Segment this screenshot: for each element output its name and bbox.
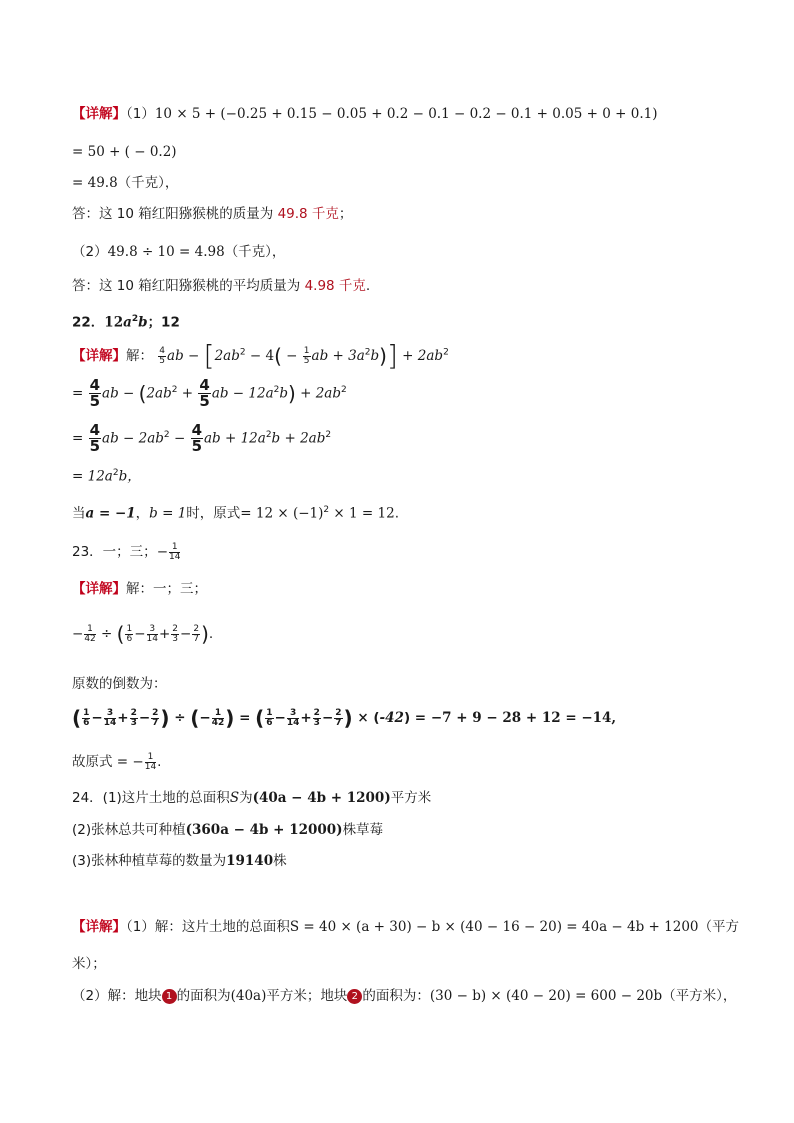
circled-number-2: 2 — [347, 989, 362, 1004]
q21-line-3: = 49.8（千克）， — [72, 175, 179, 191]
detail-tag: 【详解】 — [72, 106, 126, 122]
q23-line-5: 故原式 = − $\frac{1}{14}$ . — [72, 751, 162, 772]
q21-line-1: 【详解】（1）10 × 5 + (−0.25 + 0.15 − 0.05 + 0.2 − 0.1 − 0.2 − 0.1 + 0.05 + 0 + 0.1) — [72, 106, 658, 122]
q24-detail-2: 米）； — [72, 956, 106, 972]
q21-answer-2: 答：这 10 箱红阳猕猴桃的平均质量为 4.98 千克. — [72, 278, 371, 294]
q22-line-2: = $\frac{4}{5}$ ab − ($2ab^2$ + $\frac{4}{5}$ ab − $12a^2b) + 2ab^2$ — [72, 376, 347, 410]
q23-line-2: − $\frac{1}{42}$ ÷ ( $\frac{1}{6}$ − $\frac{3}{14}$ + $\frac{2}{3}$ − $\frac{2}{7}$ ). — [72, 622, 214, 646]
q22-line-4: = $12a^2b$， — [72, 468, 141, 485]
q22-line-3: = $\frac{4}{5}$ ab − $2ab^2$ − $\frac{4}{5}$ ab + $12a^2b + 2ab^2$ — [72, 421, 332, 455]
q23-line-3: 原数的倒数为： — [72, 676, 167, 692]
q24-answer-2: (2)张林总共可种植(360a − 4b + 12000)株草莓 — [72, 822, 384, 838]
q23-line-1: 【详解】解：一；三； — [72, 581, 207, 597]
q24-detail-3: （2）解：地块 1 的面积为(40a)平方米；地块 2 的面积为：(30 − b) × (40 − 20) = 600 − 20b（平方米）， — [72, 988, 737, 1004]
q24-answer-3: (3)张林种植草莓的数量为19140株 — [72, 853, 287, 869]
q22-header: 22．$12a^2b$；12 — [72, 314, 180, 331]
fraction: $\frac{4}{5}$ — [159, 345, 166, 366]
q24-answer-1: 24．(1)这片土地的总面积S为(40a − 4b + 1200)平方米 — [72, 790, 432, 806]
q22-line-5: 当a = −1，b = 1时，原式= $12 \times (-1)^2 \times 1 = 12$. — [72, 505, 399, 522]
q23-line-4: ( $\frac{1}{6}$ − $\frac{3}{14}$ + $\frac{2}{3}$ − $\frac{2}{7}$ ) ÷ (− $\frac{1}{42}$ ) = ( $\frac{1}{6}$ − $\frac{3}{14}$ + $\frac{2}{3}$ − $\frac{2}{7}$ ) × (-42) = −7 + 9 − 28 + 12 = −14, — [72, 706, 617, 730]
circled-number-1: 1 — [162, 989, 177, 1004]
q22-line-1: 【详解】解： $\frac{4}{5}$ ab − [$2ab^2 - 4$( − $\frac{1}{5}$ ab + $3a^2b)] + 2ab^2$ — [72, 339, 449, 372]
q21-answer-1: 答：这 10 箱红阳猕猴桃的质量为 49.8 千克； — [72, 206, 353, 222]
q24-detail-1: 【详解】（1）解：这片土地的总面积S = 40 × (a + 30) − b × (40 − 16 − 20) = 40a − 4b + 1200（平方 — [72, 919, 739, 935]
q21-line-2: = 50 + ( − 0.2) — [72, 144, 177, 160]
q21-line-5: （2）49.8 ÷ 10 = 4.98（千克）， — [72, 244, 286, 260]
q23-header: 23．一；三；− $\frac{1}{14}$ — [72, 541, 181, 562]
